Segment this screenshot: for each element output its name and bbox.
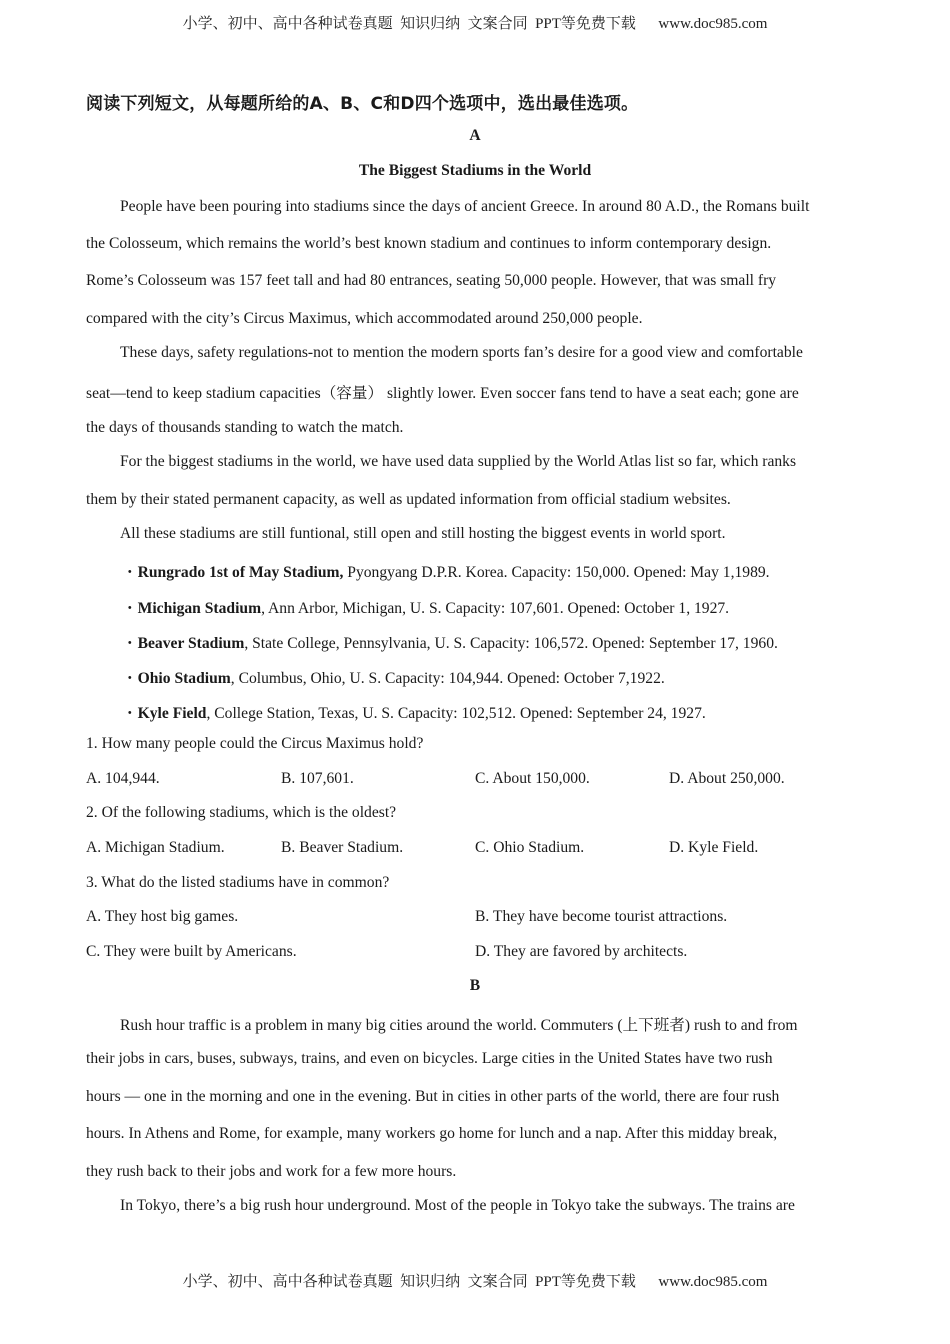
paragraph-line: For the biggest stadiums in the world, we have used data supplied by the World Atlas list so far, which ranks — [120, 453, 797, 470]
paragraph-line: them by their stated permanent capacity, as well as updated information from official stadium websites. — [86, 491, 731, 508]
stadium-name: Michigan Stadium — [137, 600, 262, 617]
stadium-list-item: ・Kyle Field, College Station, Texas, U. S. Capacity: 102,512. Opened: September 24, 1927. — [122, 705, 706, 722]
q2-option-c: C. Ohio Stadium. — [475, 839, 585, 856]
stadium-name: Rungrado 1st of May Stadium, — [137, 564, 344, 581]
stadium-list-item: ・Rungrado 1st of May Stadium, Pyongyang D.P.R. Korea. Capacity: 150,000. Opened: May 1,1989. — [122, 564, 770, 581]
question-2: 2. Of the following stadiums, which is the oldest? — [86, 804, 397, 821]
q1-option-a: A. 104,944. — [86, 770, 160, 787]
page-footer: 小学、初中、高中各种试卷真题 知识归纳 文案合同 PPT等免费下载 www.doc985.com — [182, 1274, 768, 1290]
q3-option-c: C. They were built by Americans. — [86, 943, 297, 960]
q1-option-c: C. About 150,000. — [475, 770, 590, 787]
instruction: 阅读下列短文，从每题所给的A、B、C和D四个选项中，选出最佳选项。 — [86, 94, 639, 114]
stadium-list-item: ・Michigan Stadium, Ann Arbor, Michigan, U. S. Capacity: 107,601. Opened: October 1, 1927. — [122, 600, 730, 617]
paragraph-line: These days, safety regulations-not to mention the modern sports fan’s desire for a good view and comfortable — [120, 344, 803, 361]
paragraph-line: their jobs in cars, buses, subways, trains, and even on bicycles. Large cities in the United States have two rush — [86, 1050, 773, 1067]
paragraph-line: they rush back to their jobs and work for a few more hours. — [86, 1163, 457, 1180]
paragraph-line: hours — one in the morning and one in the evening. But in cities in other parts of the world, there are four rush — [86, 1088, 780, 1105]
q1-option-d: D. About 250,000. — [669, 770, 785, 787]
q2-option-a: A. Michigan Stadium. — [86, 839, 225, 856]
stadium-list-item: ・Beaver Stadium, State College, Pennsylvania, U. S. Capacity: 106,572. Opened: September 17, 1960. — [122, 635, 778, 652]
stadium-detail: , State College, Pennsylvania, U. S. Capacity: 106,572. Opened: September 17, 1960. — [244, 635, 778, 652]
stadium-detail: Pyongyang D.P.R. Korea. Capacity: 150,000. Opened: May 1,1989. — [343, 564, 770, 581]
q2-option-b: B. Beaver Stadium. — [281, 839, 404, 856]
paragraph-line: the days of thousands standing to watch the match. — [86, 419, 404, 436]
stadium-detail: , College Station, Texas, U. S. Capacity: 102,512. Opened: September 24, 1927. — [206, 705, 706, 722]
question-3: 3. What do the listed stadiums have in common? — [86, 874, 390, 891]
paragraph-line: compared with the city’s Circus Maximus, which accommodated around 250,000 people. — [86, 310, 643, 327]
paragraph-line: Rush hour traffic is a problem in many big cities around the world. Commuters (上下班者) rush to and from — [120, 1017, 798, 1034]
stadium-name: Ohio Stadium — [137, 670, 231, 687]
stadium-name: Beaver Stadium — [137, 635, 245, 652]
paragraph-line: In Tokyo, there’s a big rush hour underground. Most of the people in Tokyo take the subways. The trains are — [120, 1197, 795, 1214]
q3-option-d: D. They are favored by architects. — [475, 943, 688, 960]
stadium-detail: , Ann Arbor, Michigan, U. S. Capacity: 107,601. Opened: October 1, 1927. — [261, 600, 730, 617]
paragraph-line: the Colosseum, which remains the world’s best known stadium and continues to inform contemporary design. — [86, 235, 772, 252]
page-header: 小学、初中、高中各种试卷真题 知识归纳 文案合同 PPT等免费下载 www.doc985.com — [182, 16, 768, 32]
paragraph-line: hours. In Athens and Rome, for example, many workers go home for lunch and a nap. After this midday break, — [86, 1125, 778, 1142]
paragraph-line: People have been pouring into stadiums since the days of ancient Greece. In around 80 A.D., the Romans built — [120, 198, 810, 215]
section-b-label: B — [469, 977, 481, 994]
q1-option-b: B. 107,601. — [281, 770, 354, 787]
section-a-label: A — [469, 127, 481, 144]
q3-option-a: A. They host big games. — [86, 908, 239, 925]
stadium-list-item: ・Ohio Stadium, Columbus, Ohio, U. S. Capacity: 104,944. Opened: October 7,1922. — [122, 670, 665, 687]
stadium-name: Kyle Field — [137, 705, 207, 722]
q3-option-b: B. They have become tourist attractions. — [475, 908, 728, 925]
stadium-detail: , Columbus, Ohio, U. S. Capacity: 104,944. Opened: October 7,1922. — [230, 670, 665, 687]
paragraph-line: Rome’s Colosseum was 157 feet tall and had 80 entrances, seating 50,000 people. However, that was small fry — [86, 272, 777, 289]
question-1: 1. How many people could the Circus Maximus hold? — [86, 735, 424, 752]
paragraph-line: seat—tend to keep stadium capacities（容量） slightly lower. Even soccer fans tend to have a seat each; gone are — [86, 385, 799, 402]
paragraph-line: All these stadiums are still funtional, still open and still hosting the biggest events in world sport. — [120, 525, 726, 542]
q2-option-d: D. Kyle Field. — [669, 839, 759, 856]
section-a-title: The Biggest Stadiums in the World — [358, 162, 592, 179]
